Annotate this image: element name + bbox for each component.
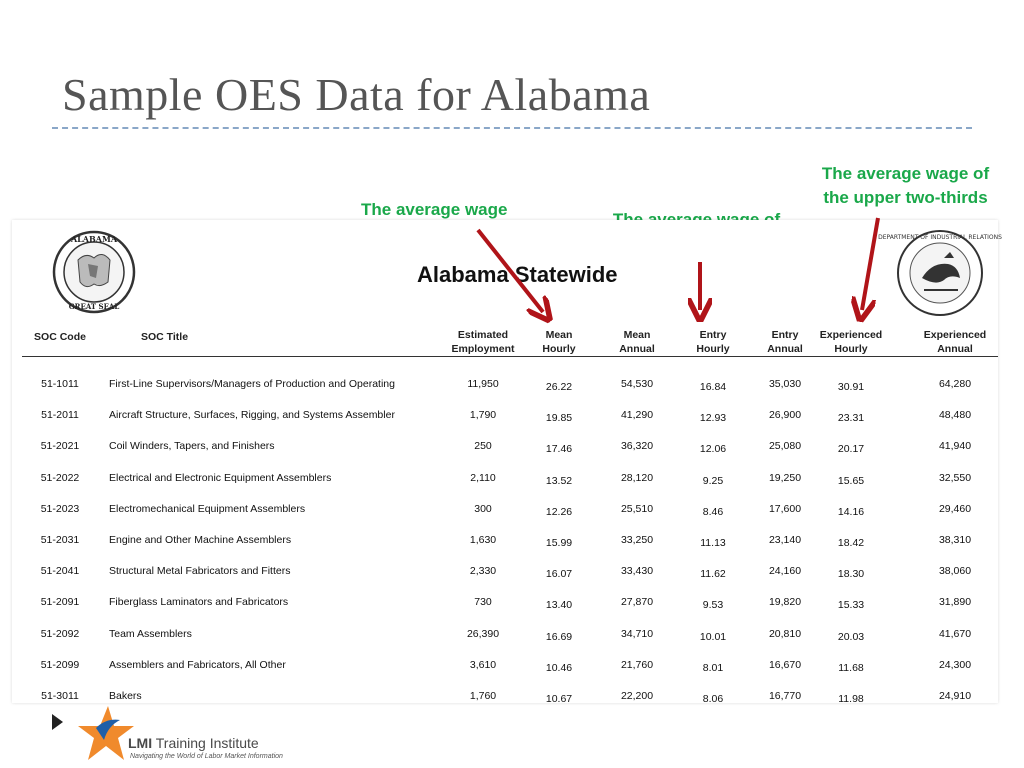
soc-code-cell: 51-2041 bbox=[40, 565, 80, 578]
value-cell: 24,160 bbox=[768, 565, 802, 578]
value-cell: 26,900 bbox=[768, 409, 802, 422]
value-cell: 34,710 bbox=[620, 627, 654, 640]
value-cell: 41,940 bbox=[938, 440, 972, 453]
lmi-logo-prefix: LMI bbox=[128, 735, 153, 751]
value-cell: 30.91 bbox=[837, 381, 865, 393]
value-cell: 36,320 bbox=[620, 440, 654, 453]
svg-text:DEPARTMENT OF INDUSTRIAL RELAT: DEPARTMENT OF INDUSTRIAL RELATIONS bbox=[878, 234, 1002, 241]
value-cell: 15.33 bbox=[837, 599, 865, 612]
column-header-line: SOC Title bbox=[141, 331, 189, 343]
value-cell: 17.46 bbox=[545, 443, 573, 456]
callout-upper-line-2: the upper two-thirds bbox=[823, 188, 988, 207]
value-cell: 10.67 bbox=[545, 693, 573, 705]
callout-upper-line-1: The average wage of bbox=[821, 164, 990, 183]
column-header-line: Hourly bbox=[542, 343, 576, 355]
value-cell: 12.93 bbox=[699, 412, 727, 425]
value-cell: 3,610 bbox=[469, 658, 497, 671]
value-cell: 24,300 bbox=[938, 658, 972, 671]
column-header-line: SOC Code bbox=[34, 331, 86, 343]
value-cell: 18.42 bbox=[837, 537, 865, 549]
soc-title-cell: Aircraft Structure, Surfaces, Rigging, and Systems Assembler bbox=[109, 409, 395, 422]
soc-title-cell: Engine and Other Machine Assemblers bbox=[109, 534, 292, 546]
column-header-line: Employment bbox=[451, 343, 515, 355]
value-cell: 26,390 bbox=[466, 627, 500, 640]
table-heading: Alabama Statewide bbox=[417, 262, 618, 287]
value-cell: 15.65 bbox=[837, 474, 865, 487]
column-header-line: Annual bbox=[937, 343, 973, 355]
callout-average-wage: The average wage bbox=[361, 200, 508, 219]
soc-code-cell: 51-2092 bbox=[40, 627, 80, 640]
soc-code-cell: 51-2031 bbox=[40, 534, 80, 546]
value-cell: 29,460 bbox=[938, 502, 972, 515]
column-header-line: Entry bbox=[771, 329, 799, 341]
value-cell: 16.84 bbox=[699, 381, 727, 393]
value-cell: 2,330 bbox=[469, 565, 497, 578]
arrow-average-wage bbox=[478, 230, 543, 312]
soc-title-cell: Fiberglass Laminators and Fabricators bbox=[109, 596, 289, 609]
soc-code-cell: 51-2011 bbox=[41, 409, 79, 422]
value-cell: 2,110 bbox=[470, 471, 496, 484]
soc-code-cell: 51-3011 bbox=[41, 690, 79, 702]
value-cell: 22,200 bbox=[620, 690, 654, 702]
value-cell: 54,530 bbox=[620, 378, 654, 390]
value-cell: 20.03 bbox=[837, 630, 865, 643]
column-header-line: Annual bbox=[619, 343, 655, 355]
value-cell: 41,290 bbox=[620, 409, 654, 422]
value-cell: 12.26 bbox=[545, 505, 573, 518]
value-cell: 13.52 bbox=[545, 474, 573, 487]
column-header-line: Annual bbox=[767, 343, 803, 355]
value-cell: 250 bbox=[474, 440, 492, 453]
value-cell: 10.46 bbox=[545, 661, 573, 674]
value-cell: 33,250 bbox=[620, 534, 654, 546]
value-cell: 11.62 bbox=[700, 568, 726, 581]
column-header-line: Hourly bbox=[834, 343, 868, 355]
value-cell: 9.25 bbox=[702, 474, 724, 487]
value-cell: 8.01 bbox=[702, 661, 724, 674]
value-cell: 41,670 bbox=[938, 627, 972, 640]
slide-title: Sample OES Data for Alabama bbox=[62, 69, 651, 120]
arrow-upper-two-thirds bbox=[862, 218, 878, 310]
column-header-line: Hourly bbox=[696, 343, 730, 355]
svg-text:GREAT SEAL: GREAT SEAL bbox=[68, 302, 120, 311]
soc-code-cell: 51-1011 bbox=[41, 378, 79, 390]
value-cell: 11,950 bbox=[467, 378, 499, 390]
soc-title-cell: Assemblers and Fabricators, All Other bbox=[109, 658, 286, 671]
value-cell: 21,760 bbox=[620, 658, 654, 671]
value-cell: 35,030 bbox=[768, 378, 802, 390]
value-cell: 24,910 bbox=[938, 690, 972, 702]
column-header-line: Mean bbox=[545, 329, 573, 341]
lmi-logo-rest: Training Institute bbox=[152, 735, 259, 751]
column-header-line: Experienced bbox=[923, 329, 987, 341]
value-cell: 25,510 bbox=[620, 502, 654, 515]
value-cell: 33,430 bbox=[620, 565, 654, 578]
value-cell: 16.69 bbox=[545, 630, 573, 643]
value-cell: 8.46 bbox=[702, 505, 724, 518]
soc-code-cell: 51-2023 bbox=[40, 502, 80, 515]
column-header-line: Mean bbox=[623, 329, 651, 341]
value-cell: 27,870 bbox=[620, 596, 654, 609]
value-cell: 31,890 bbox=[938, 596, 972, 609]
value-cell: 11.98 bbox=[838, 693, 864, 705]
column-header-line: Entry bbox=[699, 329, 727, 341]
value-cell: 32,550 bbox=[938, 471, 972, 484]
value-cell: 14.16 bbox=[837, 505, 865, 518]
value-cell: 15.99 bbox=[545, 537, 573, 549]
lmi-star-logo-icon bbox=[76, 704, 136, 764]
soc-title-cell: Coil Winders, Tapers, and Finishers bbox=[109, 440, 275, 453]
value-cell: 64,280 bbox=[938, 378, 972, 390]
value-cell: 38,310 bbox=[938, 534, 972, 546]
soc-code-cell: 51-2099 bbox=[40, 658, 80, 671]
value-cell: 10.01 bbox=[699, 630, 727, 643]
value-cell: 11.68 bbox=[838, 661, 864, 674]
soc-title-cell: First-Line Supervisors/Managers of Production and Operating bbox=[109, 378, 395, 390]
value-cell: 11.13 bbox=[700, 537, 726, 549]
value-cell: 18.30 bbox=[837, 568, 865, 581]
value-cell: 16,770 bbox=[768, 690, 802, 702]
value-cell: 730 bbox=[474, 596, 492, 609]
value-cell: 48,480 bbox=[938, 409, 972, 422]
value-cell: 38,060 bbox=[938, 565, 972, 578]
soc-code-cell: 51-2021 bbox=[40, 440, 80, 453]
soc-title-cell: Electromechanical Equipment Assemblers bbox=[109, 502, 306, 515]
value-cell: 16,670 bbox=[768, 658, 802, 671]
next-slide-arrow-icon[interactable] bbox=[52, 714, 63, 730]
value-cell: 1,760 bbox=[469, 690, 497, 702]
soc-title-cell: Bakers bbox=[109, 690, 142, 702]
value-cell: 23,140 bbox=[768, 534, 802, 546]
value-cell: 25,080 bbox=[768, 440, 802, 453]
value-cell: 28,120 bbox=[620, 471, 654, 484]
value-cell: 13.40 bbox=[545, 599, 573, 612]
lmi-tagline: Navigating the World of Labor Market Information bbox=[130, 753, 283, 760]
value-cell: 1,630 bbox=[469, 534, 497, 546]
column-header-line: Estimated bbox=[457, 329, 509, 341]
lmi-logo-name bbox=[128, 735, 259, 751]
soc-title-cell: Structural Metal Fabricators and Fitters bbox=[109, 565, 291, 578]
value-cell: 23.31 bbox=[837, 412, 865, 425]
value-cell: 20.17 bbox=[837, 443, 865, 456]
value-cell: 19,820 bbox=[768, 596, 802, 609]
value-cell: 12.06 bbox=[699, 443, 727, 456]
value-cell: 16.07 bbox=[545, 568, 573, 581]
soc-title-cell: Electrical and Electronic Equipment Assemblers bbox=[109, 471, 332, 484]
value-cell: 20,810 bbox=[768, 627, 802, 640]
value-cell: 8.06 bbox=[702, 693, 724, 705]
column-header-line: Experienced bbox=[819, 329, 883, 341]
value-cell: 9.53 bbox=[702, 599, 724, 612]
value-cell: 19,250 bbox=[768, 471, 802, 484]
value-cell: 26.22 bbox=[545, 381, 573, 393]
value-cell: 17,600 bbox=[768, 502, 802, 515]
value-cell: 19.85 bbox=[545, 412, 573, 425]
value-cell: 300 bbox=[474, 502, 492, 515]
soc-code-cell: 51-2022 bbox=[40, 471, 80, 484]
value-cell: 1,790 bbox=[469, 409, 497, 422]
svg-text:ALABAMA: ALABAMA bbox=[70, 234, 118, 244]
soc-code-cell: 51-2091 bbox=[40, 596, 80, 609]
soc-title-cell: Team Assemblers bbox=[109, 627, 192, 640]
